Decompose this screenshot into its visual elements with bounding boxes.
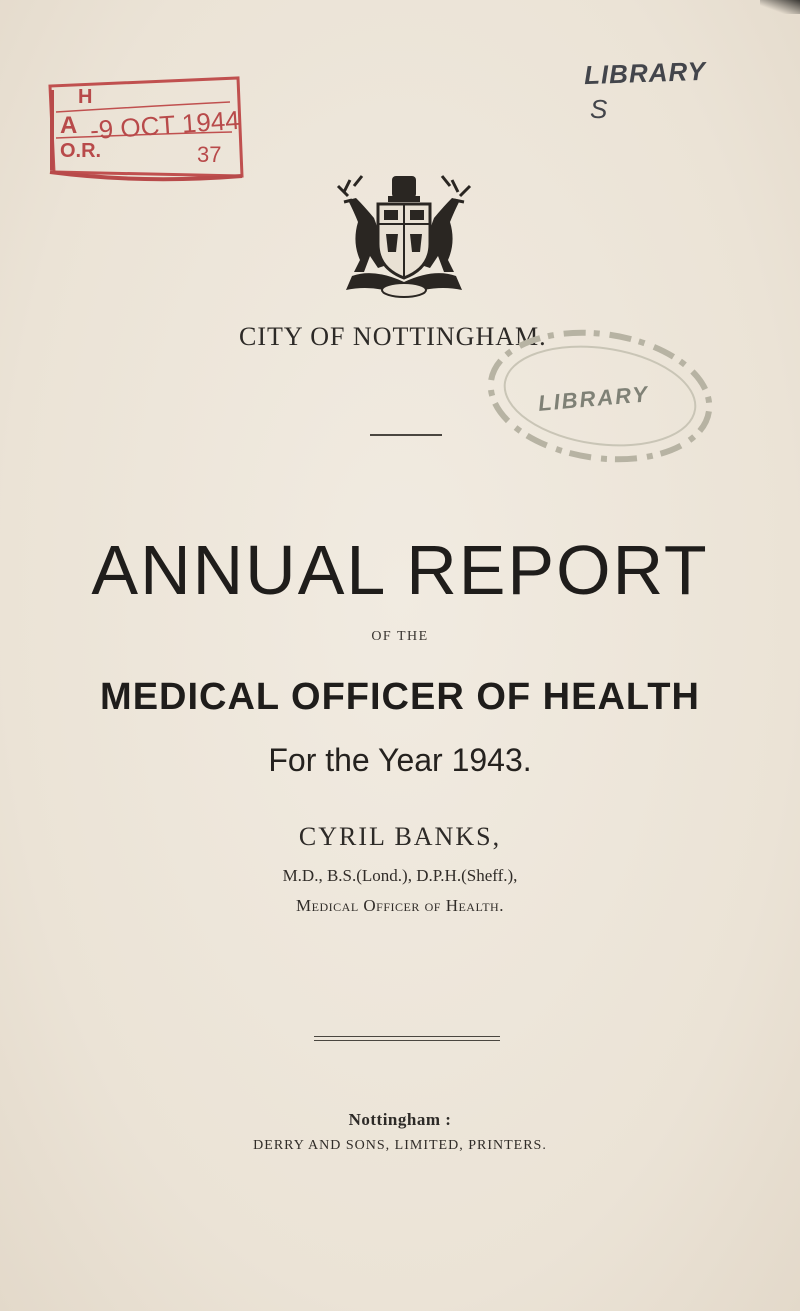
publication-place: Nottingham :: [348, 1110, 452, 1129]
report-year: For the Year 1943.: [268, 742, 532, 778]
handwritten-library-note: LIBRARY: [583, 55, 707, 91]
author-name: CYRIL BANKS,: [298, 822, 502, 851]
double-divider-rule: [314, 1036, 500, 1041]
stamp-line-h: H: [78, 86, 93, 108]
handwritten-mark: S: [590, 94, 608, 124]
stamp-date: -9 OCT 1944: [89, 104, 241, 146]
stamp-number: 37: [197, 142, 222, 167]
library-oval-stamp-text: LIBRARY: [537, 381, 651, 416]
short-divider-rule: [370, 434, 442, 436]
of-the-line: OF THE: [371, 629, 429, 644]
page-corner-shadow: [760, 0, 800, 14]
author-role: Medical Officer of Health.: [296, 896, 504, 915]
author-qualifications: M.D., B.S.(Lond.), D.P.H.(Sheff.),: [282, 866, 518, 885]
nottingham-coat-of-arms-icon: [334, 172, 474, 302]
received-date-stamp: [42, 72, 247, 184]
stamp-line-or: O.R.: [60, 140, 102, 162]
printer-line: DERRY AND SONS, LIMITED, PRINTERS.: [253, 1138, 547, 1153]
city-heading: CITY OF NOTTINGHAM.: [239, 322, 547, 351]
report-subtitle: MEDICAL OFFICER OF HEALTH: [100, 676, 700, 718]
stamp-line-a: A: [60, 112, 78, 139]
report-title: ANNUAL REPORT: [91, 531, 709, 609]
